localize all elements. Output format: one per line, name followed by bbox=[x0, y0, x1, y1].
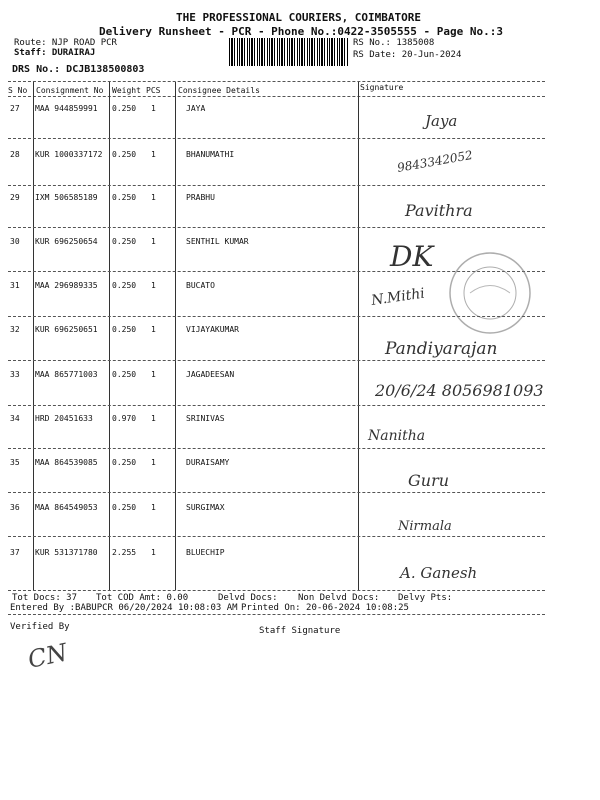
col-consignee: Consignee Details bbox=[178, 86, 260, 95]
svg-text:Nanitha: Nanitha bbox=[368, 428, 426, 444]
barcode-image bbox=[229, 38, 348, 66]
printed-on: Printed On: 20-06-2024 10:08:25 bbox=[241, 603, 409, 613]
delivery-points: Delvy Pts: bbox=[398, 593, 453, 603]
row-sno: 31 bbox=[10, 281, 20, 290]
svg-text:N.Mithi: N.Mithi bbox=[370, 285, 426, 309]
row-pcs: 1 bbox=[151, 193, 156, 202]
entered-by: Entered By :BABUPCR 06/20/2024 10:08:03 AM bbox=[10, 603, 238, 613]
row-sno: 34 bbox=[10, 414, 20, 423]
staff-label: Staff: DURAIRAJ bbox=[14, 48, 96, 58]
row-sno: 30 bbox=[10, 237, 20, 246]
verified-by-label: Verified By bbox=[10, 622, 70, 632]
row-separator bbox=[8, 405, 545, 406]
route-label: Route: NJP ROAD PCR bbox=[14, 38, 117, 48]
col-consignment: Consignment No bbox=[36, 86, 104, 95]
row-weight: 0.250 bbox=[112, 104, 137, 113]
row-consignee: VIJAYAKUMAR bbox=[186, 325, 239, 334]
row-sno: 29 bbox=[10, 193, 20, 202]
runsheet-title: Delivery Runsheet - PCR - Phone No.:0422-3505555 - Page No.:3 bbox=[99, 25, 503, 38]
row-consignee: SURGIMAX bbox=[186, 503, 225, 512]
rs-date: RS Date: 20-Jun-2024 bbox=[353, 50, 462, 60]
header-top-rule bbox=[8, 81, 545, 82]
signature-image bbox=[372, 285, 452, 317]
svg-text:Pavithra: Pavithra bbox=[405, 201, 473, 220]
row-consignee: DURAISAMY bbox=[186, 458, 230, 467]
row-consignee: SRINIVAS bbox=[186, 414, 225, 423]
non-delivered-docs: Non Delvd Docs: bbox=[298, 593, 380, 603]
row-consignment: MAA 864539085 bbox=[35, 458, 98, 467]
row-weight: 0.250 bbox=[112, 325, 137, 334]
col-signature: Signature bbox=[360, 83, 404, 92]
row-separator bbox=[8, 492, 545, 493]
row-weight: 0.250 bbox=[112, 370, 137, 379]
row-consignment: HRD 20451633 bbox=[35, 414, 93, 423]
col-weight: Weight bbox=[112, 86, 141, 95]
svg-text:20/6/24 8056981093: 20/6/24 8056981093 bbox=[375, 381, 544, 400]
row-consignment: KUR 696250654 bbox=[35, 237, 98, 246]
row-separator bbox=[8, 590, 545, 591]
row-weight: 0.250 bbox=[112, 503, 137, 512]
svg-text:A. Ganesh: A. Ganesh bbox=[400, 564, 478, 582]
drs-number: DRS No.: DCJB138500803 bbox=[12, 64, 145, 75]
row-weight: 0.970 bbox=[112, 414, 137, 423]
svg-text:CN: CN bbox=[25, 638, 70, 674]
row-consignment: KUR 696250651 bbox=[35, 325, 98, 334]
row-pcs: 1 bbox=[151, 414, 156, 423]
row-separator bbox=[8, 536, 545, 537]
signature-image bbox=[400, 558, 520, 590]
footer-rule bbox=[8, 614, 545, 615]
signature-image bbox=[405, 196, 495, 228]
row-weight: 0.250 bbox=[112, 193, 137, 202]
delivered-docs: Delvd Docs: bbox=[218, 593, 278, 603]
row-weight: 2.255 bbox=[112, 548, 137, 557]
row-sno: 28 bbox=[10, 150, 20, 159]
row-separator bbox=[8, 227, 545, 228]
row-sno: 37 bbox=[10, 548, 20, 557]
col-pcs: PCS bbox=[146, 86, 161, 95]
row-consignment: KUR 531371780 bbox=[35, 548, 98, 557]
signature-image bbox=[425, 110, 485, 136]
row-consignment: MAA 296989335 bbox=[35, 281, 98, 290]
staff-signature-label: Staff Signature bbox=[259, 626, 341, 636]
row-pcs: 1 bbox=[151, 104, 156, 113]
signature-image bbox=[398, 148, 508, 188]
row-pcs: 1 bbox=[151, 503, 156, 512]
rs-number: RS No.: 1385008 bbox=[353, 38, 435, 48]
svg-text:9843342052: 9843342052 bbox=[396, 147, 474, 175]
row-separator bbox=[8, 185, 545, 186]
column-divider bbox=[109, 82, 110, 590]
row-separator bbox=[8, 138, 545, 139]
header-bottom-rule bbox=[8, 96, 545, 97]
row-pcs: 1 bbox=[151, 458, 156, 467]
row-consignment: MAA 944859991 bbox=[35, 104, 98, 113]
total-docs: Tot Docs: 37 bbox=[12, 593, 78, 603]
row-consignment: MAA 865771003 bbox=[35, 370, 98, 379]
svg-text:DK: DK bbox=[390, 240, 434, 273]
svg-text:Pandiyarajan: Pandiyarajan bbox=[385, 339, 498, 359]
row-consignee: BLUECHIP bbox=[186, 548, 225, 557]
row-pcs: 1 bbox=[151, 370, 156, 379]
col-sno: S No bbox=[8, 86, 28, 95]
column-divider bbox=[175, 82, 176, 590]
row-consignee: JAGADEESAN bbox=[186, 370, 235, 379]
total-cod-amount: Tot COD Amt: 0.00 bbox=[96, 593, 189, 603]
svg-text:Jaya: Jaya bbox=[425, 112, 458, 130]
row-sno: 36 bbox=[10, 503, 20, 512]
row-pcs: 1 bbox=[151, 325, 156, 334]
row-sno: 32 bbox=[10, 325, 20, 334]
company-name: THE PROFESSIONAL COURIERS, COIMBATORE bbox=[176, 11, 422, 24]
row-weight: 0.250 bbox=[112, 237, 137, 246]
row-pcs: 1 bbox=[151, 237, 156, 246]
svg-text:Guru: Guru bbox=[408, 471, 450, 490]
row-consignment: KUR 1000337172 bbox=[35, 150, 103, 159]
row-consignee: JAYA bbox=[186, 104, 206, 113]
svg-text:Nirmala: Nirmala bbox=[398, 519, 452, 534]
row-separator bbox=[8, 316, 545, 317]
row-pcs: 1 bbox=[151, 150, 156, 159]
row-weight: 0.250 bbox=[112, 150, 137, 159]
row-separator bbox=[8, 448, 545, 449]
row-consignment: IXM 506585189 bbox=[35, 193, 98, 202]
column-divider bbox=[358, 82, 359, 590]
row-consignee: PRABHU bbox=[186, 193, 215, 202]
row-consignee: BHANUMATHI bbox=[186, 150, 235, 159]
row-sno: 33 bbox=[10, 370, 20, 379]
column-divider bbox=[33, 82, 34, 590]
row-pcs: 1 bbox=[151, 548, 156, 557]
row-weight: 0.250 bbox=[112, 458, 137, 467]
row-sno: 35 bbox=[10, 458, 20, 467]
row-weight: 0.250 bbox=[112, 281, 137, 290]
row-sno: 27 bbox=[10, 104, 20, 113]
row-pcs: 1 bbox=[151, 281, 156, 290]
signature-image bbox=[368, 422, 468, 450]
row-consignment: MAA 864549053 bbox=[35, 503, 98, 512]
verifier-signature-image bbox=[25, 638, 100, 682]
row-separator bbox=[8, 360, 545, 361]
row-consignee: BUCATO bbox=[186, 281, 215, 290]
stamp-seal bbox=[445, 248, 535, 342]
row-consignee: SENTHIL KUMAR bbox=[186, 237, 249, 246]
